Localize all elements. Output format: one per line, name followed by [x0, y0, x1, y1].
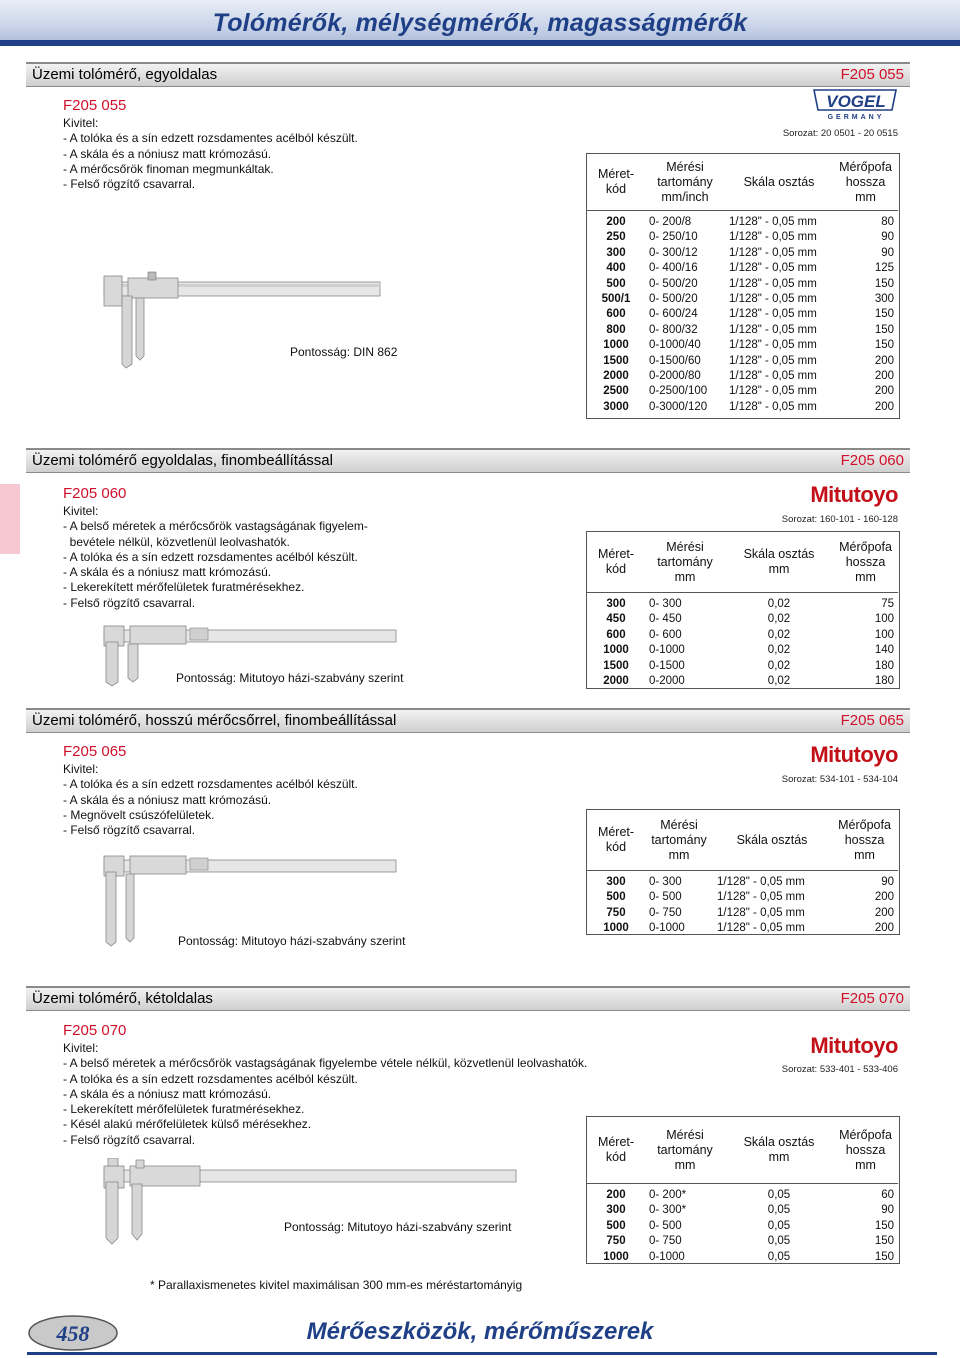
- cell-code: 300: [606, 876, 626, 888]
- cell-code: 300: [606, 246, 626, 259]
- cell-code: 800: [606, 323, 626, 336]
- desc-line: - Felső rögzítő csavarral.: [63, 823, 196, 838]
- cell-range: 0-1500: [649, 659, 685, 672]
- cell-range: 0- 800/32: [649, 323, 698, 336]
- cell-jaw: 60: [881, 1189, 894, 1201]
- table-row: [587, 674, 898, 689]
- precision-note: Pontosság: Mitutoyo házi-szabvány szerint: [284, 1220, 512, 1234]
- spec-table-f205-060: [587, 532, 898, 689]
- cell-jaw: 180: [874, 659, 894, 672]
- cell-range: 0-1000/40: [649, 339, 701, 352]
- cell-range: 0- 500: [649, 891, 682, 904]
- cell-scale: 1/128" - 0,05 mm: [729, 262, 817, 275]
- cell-code: 1500: [603, 354, 629, 367]
- cell-range: 0- 300: [649, 598, 682, 610]
- cell-scale: 1/128" - 0,05 mm: [729, 231, 817, 244]
- section-description: [63, 742, 358, 838]
- cell-scale: 1/128" - 0,05 mm: [729, 400, 817, 413]
- cell-code: 1000: [603, 922, 629, 935]
- cell-scale: 0,02: [767, 644, 791, 657]
- cell-code: 2500: [603, 385, 629, 398]
- product-code: F205 070: [63, 1022, 127, 1039]
- cell-scale: 1/128" - 0,05 mm: [729, 308, 817, 321]
- col-header-scale: Skála osztás: [713, 810, 831, 871]
- cell-scale: 1/128" - 0,05 mm: [717, 906, 805, 919]
- table-row: [587, 323, 898, 338]
- cell-range: 0-3000/120: [649, 400, 708, 413]
- section-bar-f205-070: [26, 986, 910, 1011]
- precision-note: Pontosság: DIN 862: [290, 345, 398, 359]
- cell-code: 2000: [603, 370, 629, 383]
- cell-range: 0-2000: [649, 675, 685, 688]
- vogel-logo-graphic: [812, 88, 898, 122]
- table-body: [587, 211, 898, 416]
- cell-code: 400: [606, 262, 626, 275]
- footer-rule: [27, 1352, 937, 1355]
- col-header-code: Méret- kód: [587, 154, 645, 211]
- col-header-scale: Skála osztás mm: [725, 1117, 833, 1184]
- cell-range: 0- 300: [649, 876, 682, 888]
- cell-range: 0-1000: [649, 1250, 685, 1263]
- kivitel-label: Kivitel:: [63, 116, 99, 130]
- cell-jaw: 200: [874, 400, 894, 413]
- cell-range: 0- 300*: [649, 1204, 687, 1217]
- cell-code: 3000: [603, 400, 629, 413]
- cell-jaw: 125: [874, 262, 894, 275]
- cell-code: 600: [606, 628, 626, 641]
- cell-code: 450: [606, 613, 626, 626]
- vogel-logo-subtext: GERMANY: [827, 114, 885, 121]
- cell-range: 0- 200/8: [649, 216, 692, 228]
- cell-code: 300: [606, 598, 626, 610]
- section-code: F205 070: [840, 990, 904, 1007]
- col-header-jaw: Mérőpofa hossza mm: [833, 1117, 898, 1184]
- side-tab-marker: [0, 484, 20, 554]
- cell-range: 0-1500/60: [649, 354, 701, 367]
- table-header-row: [587, 1117, 898, 1184]
- cell-jaw: 90: [881, 876, 894, 888]
- series-label: Sorozat: 20 0501 - 20 0515: [782, 128, 898, 139]
- desc-line: - A tolóka és a sín edzett rozsdamentes acélból készült.: [63, 1071, 358, 1086]
- cell-jaw: 150: [874, 339, 894, 352]
- desc-line: - A belső méretek a mérőcsőrök vastagságának figyelem-: [63, 519, 368, 534]
- cell-scale: 0,05: [767, 1204, 791, 1217]
- desc-line: - A skála és a nóniusz matt krómozású.: [63, 1086, 272, 1101]
- product-code: F205 060: [63, 485, 127, 502]
- col-header-range: Mérési tartomány mm/inch: [645, 154, 725, 211]
- table-row: [587, 906, 898, 921]
- cell-code: 300: [606, 1204, 626, 1217]
- table-row: [587, 593, 898, 613]
- kivitel-label: Kivitel:: [63, 762, 99, 776]
- cell-scale: 1/128" - 0,05 mm: [729, 339, 817, 352]
- section-bar-f205-060: [26, 448, 910, 473]
- table-row: [587, 612, 898, 627]
- table-row: [587, 890, 898, 905]
- desc-line: - Felső rögzítő csavarral.: [63, 177, 196, 192]
- cell-jaw: 200: [874, 906, 894, 919]
- cell-code: 1000: [603, 339, 629, 352]
- cell-scale: 0,05: [767, 1219, 791, 1232]
- table-row: [587, 261, 898, 276]
- desc-line: - A tolóka és a sín edzett rozsdamentes acélból készült.: [63, 549, 358, 564]
- desc-line: - A tolóka és a sín edzett rozsdamentes acélból készült.: [63, 131, 358, 146]
- table-row: [587, 921, 898, 936]
- col-header-scale: Skála osztás: [725, 154, 833, 211]
- table-row: [587, 338, 898, 353]
- spec-table-f205-065: [587, 810, 898, 937]
- vogel-logo-text: VOGEL: [826, 92, 886, 111]
- cell-code: 500/1: [601, 293, 631, 306]
- section-description: [63, 484, 368, 611]
- desc-line: - A skála és a nóniusz matt krómozású.: [63, 146, 272, 161]
- cell-jaw: 200: [874, 385, 894, 398]
- page-title: Tolómérők, mélységmérők, magasságmérők: [212, 9, 748, 37]
- series-label: Sorozat: 533-401 - 533-406: [781, 1064, 898, 1075]
- section-title: Üzemi tolómérő, egyoldalas: [32, 66, 218, 83]
- col-header-code: Méret- kód: [587, 532, 645, 593]
- col-header-code: Méret- kód: [587, 810, 645, 871]
- cell-range: 0-2500/100: [649, 385, 708, 398]
- cell-code: 1000: [603, 644, 629, 657]
- table-row: [587, 1250, 898, 1265]
- cell-scale: 0,02: [767, 675, 791, 688]
- cell-range: 0- 500: [649, 1219, 682, 1232]
- cell-jaw: 100: [874, 613, 894, 626]
- desc-line: - A skála és a nóniusz matt krómozású.: [63, 565, 272, 580]
- cell-scale: 1/128" - 0,05 mm: [729, 354, 817, 367]
- cell-code: 1500: [603, 659, 629, 672]
- cell-range: 0-1000: [649, 922, 685, 935]
- footnote: * Parallaxismenetes kivitel maximálisan 300 mm-es méréstartományig: [150, 1278, 523, 1292]
- cell-jaw: 75: [881, 598, 894, 610]
- spec-table-f205-070: [587, 1117, 898, 1265]
- cell-code: 500: [606, 1219, 626, 1232]
- col-header-jaw: Mérőpofa hossza mm: [833, 532, 898, 593]
- cell-jaw: 140: [874, 644, 894, 657]
- section-bar-f205-065: [26, 708, 910, 733]
- cell-scale: 1/128" - 0,05 mm: [717, 891, 805, 904]
- section-description: [63, 96, 358, 192]
- table-row: [587, 628, 898, 643]
- cell-range: 0-2000/80: [649, 370, 701, 383]
- mitutoyo-logo: Mitutoyo: [810, 1033, 898, 1058]
- table-body: [587, 593, 898, 690]
- cell-code: 750: [606, 1235, 626, 1248]
- table-row: [587, 369, 898, 384]
- cell-range: 0- 200*: [649, 1189, 687, 1201]
- table-row: [587, 1184, 898, 1204]
- cell-range: 0- 300/12: [649, 246, 698, 259]
- series-label: Sorozat: 534-101 - 534-104: [781, 774, 898, 785]
- desc-line: bevétele nélkül, közvetlenül leolvashatók.: [63, 534, 290, 549]
- section-code: F205 060: [840, 452, 904, 469]
- section-description: [63, 1021, 587, 1148]
- cell-scale: 0,02: [767, 613, 791, 626]
- cell-range: 0- 750: [649, 906, 682, 919]
- section-code: F205 065: [840, 712, 904, 729]
- mitutoyo-logo: Mitutoyo: [810, 742, 898, 767]
- cell-scale: 0,02: [767, 598, 791, 610]
- desc-line: - Felső rögzítő csavarral.: [63, 1132, 196, 1147]
- header-rule: [0, 40, 960, 46]
- kivitel-label: Kivitel:: [63, 1041, 99, 1055]
- table-row: [587, 307, 898, 322]
- cell-range: 0- 500/20: [649, 293, 698, 306]
- series-label: Sorozat: 160-101 - 160-128: [781, 514, 898, 525]
- cell-jaw: 90: [881, 231, 894, 244]
- cell-scale: 0,05: [767, 1189, 791, 1201]
- cell-range: 0- 450: [649, 613, 682, 626]
- table-row: [587, 400, 898, 415]
- table-body: [587, 1184, 898, 1266]
- cell-code: 600: [606, 308, 626, 321]
- col-header-code: Méret- kód: [587, 1117, 645, 1184]
- desc-line: - Késél alakú mérőfelületek külső mérésekhez.: [63, 1117, 312, 1132]
- cell-code: 500: [606, 891, 626, 904]
- col-header-range: Mérési tartomány mm: [645, 532, 725, 593]
- section-title: Üzemi tolómérő, hosszú mérőcsőrrel, finombeállítással: [32, 712, 397, 729]
- cell-scale: 1/128" - 0,05 mm: [717, 922, 805, 935]
- cell-range: 0- 400/16: [649, 262, 698, 275]
- cell-code: 1000: [603, 1250, 629, 1263]
- cell-scale: 0,05: [767, 1235, 791, 1248]
- col-header-range: Mérési tartomány mm: [645, 810, 713, 871]
- section-title: Üzemi tolómérő egyoldalas, finombeállítással: [32, 452, 333, 469]
- table-row: [587, 384, 898, 399]
- table-row: [587, 211, 898, 231]
- cell-jaw: 200: [874, 922, 894, 935]
- desc-line: - A mérőcsőrök finoman megmunkáltak.: [63, 161, 274, 176]
- cell-range: 0-1000: [649, 644, 685, 657]
- table-row: [587, 354, 898, 369]
- cell-jaw: 150: [874, 277, 894, 290]
- table-row: [587, 230, 898, 245]
- cell-scale: 1/128" - 0,05 mm: [729, 216, 817, 228]
- footer-title: Mérőeszközök, mérőműszerek: [306, 1318, 654, 1345]
- desc-line: - Felső rögzítő csavarral.: [63, 595, 196, 610]
- cell-range: 0- 750: [649, 1235, 682, 1248]
- cell-jaw: 300: [874, 293, 894, 306]
- cell-jaw: 150: [874, 1250, 894, 1263]
- cell-scale: 1/128" - 0,05 mm: [729, 323, 817, 336]
- cell-code: 750: [606, 906, 626, 919]
- cell-jaw: 150: [874, 308, 894, 321]
- table-row: [587, 871, 898, 891]
- cell-range: 0- 600/24: [649, 308, 698, 321]
- cell-scale: 0,02: [767, 628, 791, 641]
- cell-scale: 1/128" - 0,05 mm: [729, 385, 817, 398]
- section-bar-f205-055: [26, 62, 910, 87]
- page-header: [0, 0, 960, 46]
- col-header-jaw: Mérőpofa hossza mm: [833, 154, 898, 211]
- kivitel-label: Kivitel:: [63, 504, 99, 518]
- cell-code: 2000: [603, 675, 629, 688]
- cell-jaw: 200: [874, 370, 894, 383]
- precision-note: Pontosság: Mitutoyo házi-szabvány szerint: [178, 934, 406, 948]
- spec-table-f205-055: [587, 154, 898, 415]
- cell-jaw: 90: [881, 1204, 894, 1217]
- col-header-range: Mérési tartomány mm: [645, 1117, 725, 1184]
- cell-code: 500: [606, 277, 626, 290]
- product-code: F205 055: [63, 97, 127, 114]
- cell-scale: 1/128" - 0,05 mm: [729, 293, 817, 306]
- page-number: 458: [56, 1321, 90, 1346]
- table-row: [587, 643, 898, 658]
- product-code: F205 065: [63, 743, 127, 760]
- cell-scale: 0,05: [767, 1250, 791, 1263]
- cell-scale: 1/128" - 0,05 mm: [729, 246, 817, 259]
- cell-range: 0- 250/10: [649, 231, 698, 244]
- desc-line: - Megnövelt csúszófelületek.: [63, 807, 215, 822]
- cell-jaw: 150: [874, 1219, 894, 1232]
- cell-scale: 1/128" - 0,05 mm: [729, 277, 817, 290]
- desc-line: - A tolóka és a sín edzett rozsdamentes acélból készült.: [63, 777, 358, 792]
- cell-range: 0- 600: [649, 628, 682, 641]
- cell-jaw: 200: [874, 354, 894, 367]
- cell-code: 200: [606, 216, 626, 228]
- vogel-logo: [812, 88, 898, 122]
- caliper-image-4: [100, 1158, 520, 1248]
- cell-jaw: 200: [874, 891, 894, 904]
- col-header-jaw: Mérőpofa hossza mm: [831, 810, 898, 871]
- desc-line: - Lekerekített mérőfelületek furatmérésekhez.: [63, 1102, 305, 1117]
- cell-scale: 1/128" - 0,05 mm: [717, 876, 805, 888]
- cell-jaw: 80: [881, 216, 894, 228]
- table-row: [587, 1234, 898, 1249]
- section-title: Üzemi tolómérő, kétoldalas: [32, 990, 213, 1007]
- precision-note: Pontosság: Mitutoyo házi-szabvány szerint: [176, 671, 404, 685]
- table-row: [587, 246, 898, 261]
- cell-jaw: 150: [874, 1235, 894, 1248]
- table-header-row: [587, 154, 898, 211]
- table-header-row: [587, 810, 898, 871]
- cell-range: 0- 500/20: [649, 277, 698, 290]
- table-row: [587, 1219, 898, 1234]
- cell-jaw: 180: [874, 675, 894, 688]
- cell-code: 200: [606, 1189, 626, 1201]
- cell-code: 250: [606, 231, 626, 244]
- cell-scale: 0,02: [767, 659, 791, 672]
- col-header-scale: Skála osztás mm: [725, 532, 833, 593]
- table-header-row: [587, 532, 898, 593]
- table-body: [587, 871, 898, 937]
- desc-line: - A skála és a nóniusz matt krómozású.: [63, 792, 272, 807]
- mitutoyo-logo: Mitutoyo: [810, 482, 898, 507]
- table-row: [587, 1203, 898, 1218]
- table-row: [587, 277, 898, 292]
- table-row: [587, 292, 898, 307]
- cell-jaw: 90: [881, 246, 894, 259]
- desc-line: - A belső méretek a mérőcsőrök vastagságának figyelembe vétele nélkül, közvetlenül leolvashatók.: [63, 1056, 588, 1071]
- cell-jaw: 150: [874, 323, 894, 336]
- desc-line: - Lekerekített mérőfelületek furatmérésekhez.: [63, 580, 305, 595]
- section-code: F205 055: [840, 66, 904, 83]
- cell-scale: 1/128" - 0,05 mm: [729, 370, 817, 383]
- cell-jaw: 100: [874, 628, 894, 641]
- table-row: [587, 659, 898, 674]
